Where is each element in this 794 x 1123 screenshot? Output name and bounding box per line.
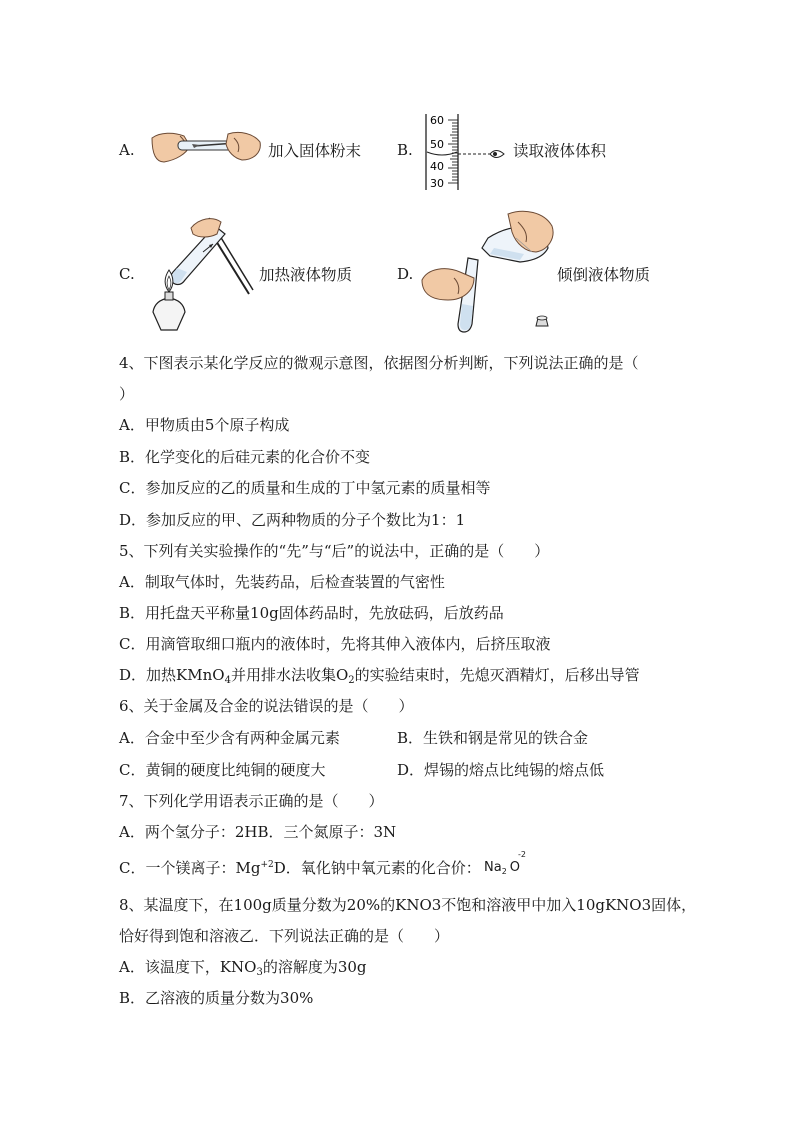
question-4-option-d: D．参加反应的甲、乙两种物质的分子个数比为1：1 xyxy=(119,511,466,529)
question-7-stem: 7、下列化学用语表示正确的是（ ） xyxy=(119,792,384,810)
question-5-option-a: A．制取气体时，先装药品，后检查装置的气密性 xyxy=(119,573,445,591)
tick-label: 40 xyxy=(430,160,444,173)
question-6-stem: 6、关于金属及合金的说法错误的是（ ） xyxy=(119,697,414,715)
question-6-option-c: C．黄铜的硬度比纯铜的硬度大 xyxy=(119,761,326,779)
question-8-stem: 8、某温度下，在100g质量分数为20%的KNO3不饱和溶液甲中加入10gKNO3固体， xyxy=(119,896,697,914)
option-d-caption: 倾倒液体物质 xyxy=(557,266,651,284)
question-4-stem-end: ） xyxy=(119,385,135,403)
option-d-letter: D. xyxy=(397,265,414,283)
question-7-option-cd: C．一个镁离子：$Mg^{+2}D$．氧化钠中氧元素的化合价： xyxy=(119,859,481,877)
question-5-option-b: B．用托盘天平称量10g固体药品时，先放砝码，后放药品 xyxy=(119,604,504,622)
question-8-option-a: A．该温度下，$KNO_3$的溶解度为30g xyxy=(119,958,367,978)
pouring-liquid-illustration xyxy=(420,208,560,336)
question-7-option-ab: A．两个氢分子：2HB．三个氮原子：3N xyxy=(119,823,397,841)
tick-label: 30 xyxy=(430,177,444,190)
option-c-letter: C. xyxy=(119,265,135,283)
question-5-option-c: C．用滴管取细口瓶内的液体时，先将其伸入液体内，后挤压取液 xyxy=(119,635,551,653)
add-powder-illustration xyxy=(150,124,264,172)
graduated-cylinder-illustration xyxy=(424,112,512,192)
question-4-option-b: B．化学变化的后硅元素的化合价不变 xyxy=(119,448,371,466)
question-4-option-c: C．参加反应的乙的质量和生成的丁中氢元素的质量相等 xyxy=(119,479,491,497)
question-8-stem-end: 恰好得到饱和溶液乙．下列说法正确的是（ ） xyxy=(119,927,450,945)
tick-label: 50 xyxy=(430,138,444,151)
option-a-caption: 加入固体粉末 xyxy=(268,142,362,160)
tick-label: 60 xyxy=(430,114,444,127)
question-6-option-b: B．生铁和钢是常见的铁合金 xyxy=(397,729,589,747)
question-5-option-d: D．加热KMnO$_4$并用排水法收集$O_2$的实验结束时，先熄灭酒精灯，后移出导管 xyxy=(119,666,640,686)
question-4-stem: 4、下图表示某化学反应的微观示意图，依据图分析判断，下列说法正确的是（ xyxy=(119,354,639,372)
option-b-letter: B. xyxy=(397,141,413,159)
question-6-option-d: D．焊锡的熔点比纯锡的熔点低 xyxy=(397,761,605,779)
question-6-option-a: A．合金中至少含有两种金属元素 xyxy=(119,729,340,747)
option-a-letter: A. xyxy=(119,141,135,159)
option-b-caption: 读取液体体积 xyxy=(513,142,607,160)
question-4-option-a: A．甲物质由5个原子构成 xyxy=(119,416,290,434)
question-8-option-b: B．乙溶液的质量分数为30% xyxy=(119,989,314,1007)
option-c-caption: 加热液体物质 xyxy=(259,266,353,284)
heating-liquid-illustration xyxy=(143,212,255,332)
question-5-stem: 5、下列有关实验操作的“先”与“后”的说法中，正确的是（ ） xyxy=(119,542,550,560)
oxygen-valence: -2 xyxy=(518,850,526,859)
